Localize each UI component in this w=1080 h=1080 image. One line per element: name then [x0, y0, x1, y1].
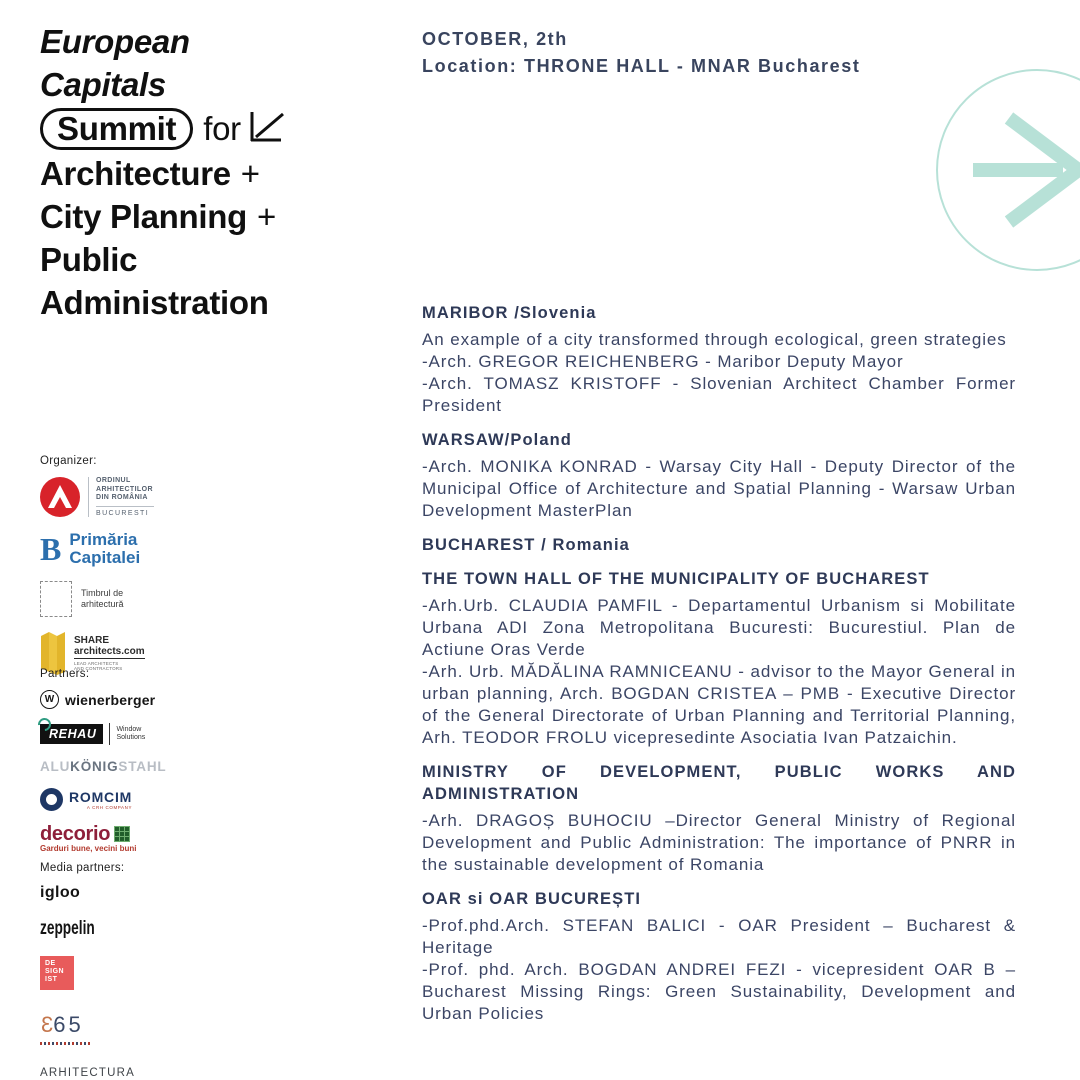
media-partners-label: Media partners: — [40, 862, 125, 874]
title-line-administration: Administration — [40, 284, 269, 321]
decorio-logo — [40, 825, 260, 853]
primaria-emblem-icon: B — [40, 531, 62, 567]
wienerberger-w-icon: W — [40, 690, 59, 709]
agenda-paragraph: -Arch. MONIKA KONRAD - Warsay City Hall - Deputy Director of the Municipal Office of Architecture and Spatial Planning - Warsaw Urban Development MasterPlan — [422, 457, 1016, 520]
designist-logo — [40, 956, 74, 990]
title-line-public: Public — [40, 241, 138, 278]
title-line-cityplanning — [40, 195, 412, 238]
agenda-paragraph: An example of a city transformed through ecological, green strategies — [422, 330, 1007, 349]
agenda-paragraph: -Arh. Urb. MĂDĂLINA RAMNICEANU - advisor to the Mayor General in urban planning, Arch. BOGDAN CRISTEA – PMB - Executive Director of the General Directorate of Urban Planning and Territorial Planning, Arh. TEODOR FROLU vicepresedinte Asociatia Ivan Patzaichin. — [422, 662, 1016, 747]
plus-sign: + — [256, 198, 276, 235]
title-line-capitals: Capitals — [40, 66, 166, 103]
agenda-section — [422, 761, 1016, 876]
decorio-tagline: Garduri bune, vecini buni — [40, 844, 137, 853]
timbrul-line1: Timbrul de — [81, 588, 124, 598]
section-heading: OAR si OAR BUCUREȘTI — [422, 890, 642, 908]
share-main — [74, 635, 145, 659]
rehau-sub — [116, 726, 145, 742]
arrow-right-circle-icon — [935, 64, 1080, 276]
plus-sign: + — [240, 155, 260, 192]
rehau-wrap — [40, 723, 145, 745]
agenda-section — [422, 302, 1016, 417]
oar-line: ARHITECTILOR — [96, 485, 153, 493]
section-heading: BUCHAREST / Romania — [422, 536, 630, 554]
divider — [109, 723, 110, 745]
romcim-logo — [40, 788, 260, 811]
decorio-name: decorio — [40, 823, 111, 845]
primaria-line1: Primăria — [69, 530, 138, 549]
arhitectura-logo: ARHITECTURA — [40, 1067, 135, 1079]
aks-stahl: STAHL — [118, 759, 167, 774]
wienerberger-logo — [40, 690, 260, 709]
primaria-capitalei-logo — [40, 531, 260, 567]
alukonigstahl-logo — [40, 759, 260, 774]
title-line-european: European — [40, 23, 190, 60]
share-line2: architects.com — [74, 645, 145, 657]
romcim-sub: A CRH COMPANY — [86, 804, 133, 810]
share-line1: SHARE — [74, 634, 110, 646]
primaria-logo-text — [69, 531, 140, 567]
dashed-stamp-icon — [40, 581, 72, 617]
timbrul-logo — [40, 581, 260, 617]
share-logo-text — [74, 635, 145, 672]
oar-sub: BUCURESTI — [96, 509, 150, 517]
event-date: OCTOBER, 2th — [422, 29, 568, 49]
decorio-grid-icon — [114, 826, 130, 842]
365-fineprint-bar — [40, 1042, 92, 1045]
title-line-summit — [40, 106, 412, 152]
title-city-planning: City Planning — [40, 198, 247, 235]
oar-a-icon — [40, 477, 80, 517]
365-logo — [40, 1012, 260, 1038]
event-title — [40, 20, 412, 324]
wienerberger-name: wienerberger — [65, 691, 156, 708]
section-heading: MINISTRY OF DEVELOPMENT, PUBLIC WORKS AND ADMINISTRATION — [422, 763, 1016, 803]
agenda-section — [422, 534, 1016, 556]
share-sub2: AND CONTRACTORS — [74, 666, 123, 671]
aks-konig: KÖNIG — [70, 759, 119, 774]
agenda-paragraph: -Arch. TOMASZ KRISTOFF - Slovenian Architect Chamber Former President — [422, 374, 1016, 415]
partners-label: Partners: — [40, 668, 90, 680]
arrow-down-left-corner-icon — [247, 110, 285, 144]
rehau-logo — [40, 723, 260, 745]
share-sub1: LEAD ARCHITECTS — [74, 660, 119, 666]
designist-line1: DE — [45, 960, 56, 967]
agenda-paragraph: -Arh. DRAGOȘ BUHOCIU –Director General Ministry of Regional Development and Public Administration: The importance of PNRR in the sustainable development of Romania — [422, 811, 1016, 874]
oar-logo-text — [88, 477, 154, 517]
designist-line2: SIGN — [45, 968, 65, 975]
section-heading: WARSAW/Poland — [422, 431, 572, 449]
zeppelin-logo: zeppelin — [40, 918, 95, 939]
agenda-sections — [422, 302, 1016, 1037]
rehau-sub1: Window — [116, 726, 142, 733]
agenda-section — [422, 888, 1016, 1025]
365-digit3: 3 — [40, 1012, 54, 1037]
partners-block — [40, 668, 260, 867]
timbrul-logo-text — [81, 588, 124, 610]
igloo-logo: igloo — [40, 884, 81, 901]
oar-line: ORDINUL — [96, 477, 131, 485]
agenda-paragraph: -Prof.phd.Arch. STEFAN BALICI - OAR President – Bucharest & Heritage — [422, 916, 1016, 957]
decorio-inner — [40, 825, 260, 853]
agenda-section — [422, 429, 1016, 522]
section-heading: MARIBOR /Slovenia — [422, 304, 597, 322]
organizer-block — [40, 455, 260, 689]
event-location: Location: THRONE HALL - MNAR Bucharest — [422, 56, 861, 76]
365-digits65: 65 — [53, 1012, 84, 1037]
oar-logo — [40, 477, 260, 517]
event-header — [422, 26, 860, 80]
decorio-top — [40, 825, 260, 843]
romcim-ring-icon — [40, 788, 63, 811]
title-for: for — [203, 110, 241, 147]
agenda-paragraph: -Arh.Urb. CLAUDIA PAMFIL - Departamentul Urbanism si Mobilitate Urbana ADI Zona Metropolitana Bucuresti: Bucurestiul. Plan de Actiune Oras Verde — [422, 596, 1016, 659]
title-line-architecture — [40, 152, 412, 195]
rehau-name: REHAU — [40, 724, 103, 744]
section-heading: THE TOWN HALL OF THE MUNICIPALITY OF BUCHAREST — [422, 570, 930, 588]
romcim-name: ROMCIM — [69, 788, 133, 805]
organizer-label: Organizer: — [40, 455, 97, 467]
timbrul-line2: arhitectură — [81, 599, 124, 609]
romcim-text — [69, 790, 132, 810]
primaria-line2: Capitalei — [69, 548, 141, 567]
divider — [96, 506, 154, 507]
rehau-sub2: Solutions — [116, 734, 146, 741]
agenda-section — [422, 568, 1016, 749]
media-partners-block — [40, 862, 260, 1079]
designist-line3: IST — [45, 976, 58, 983]
title-architecture: Architecture — [40, 155, 231, 192]
aks-alu: ALU — [40, 759, 71, 774]
agenda-paragraph: -Arch. GREGOR REICHENBERG - Maribor Deputy Mayor — [422, 352, 904, 371]
next-arrow-button[interactable] — [935, 64, 1080, 276]
oar-line: DIN ROMÂNIA — [96, 494, 148, 502]
summit-pill: Summit — [40, 108, 193, 150]
agenda-paragraph: -Prof. phd. Arch. BOGDAN ANDREI FEZI - vicepresident OAR B – Bucharest Missing Rings: Green Sustainability, Development and Urban Policies — [422, 960, 1016, 1023]
